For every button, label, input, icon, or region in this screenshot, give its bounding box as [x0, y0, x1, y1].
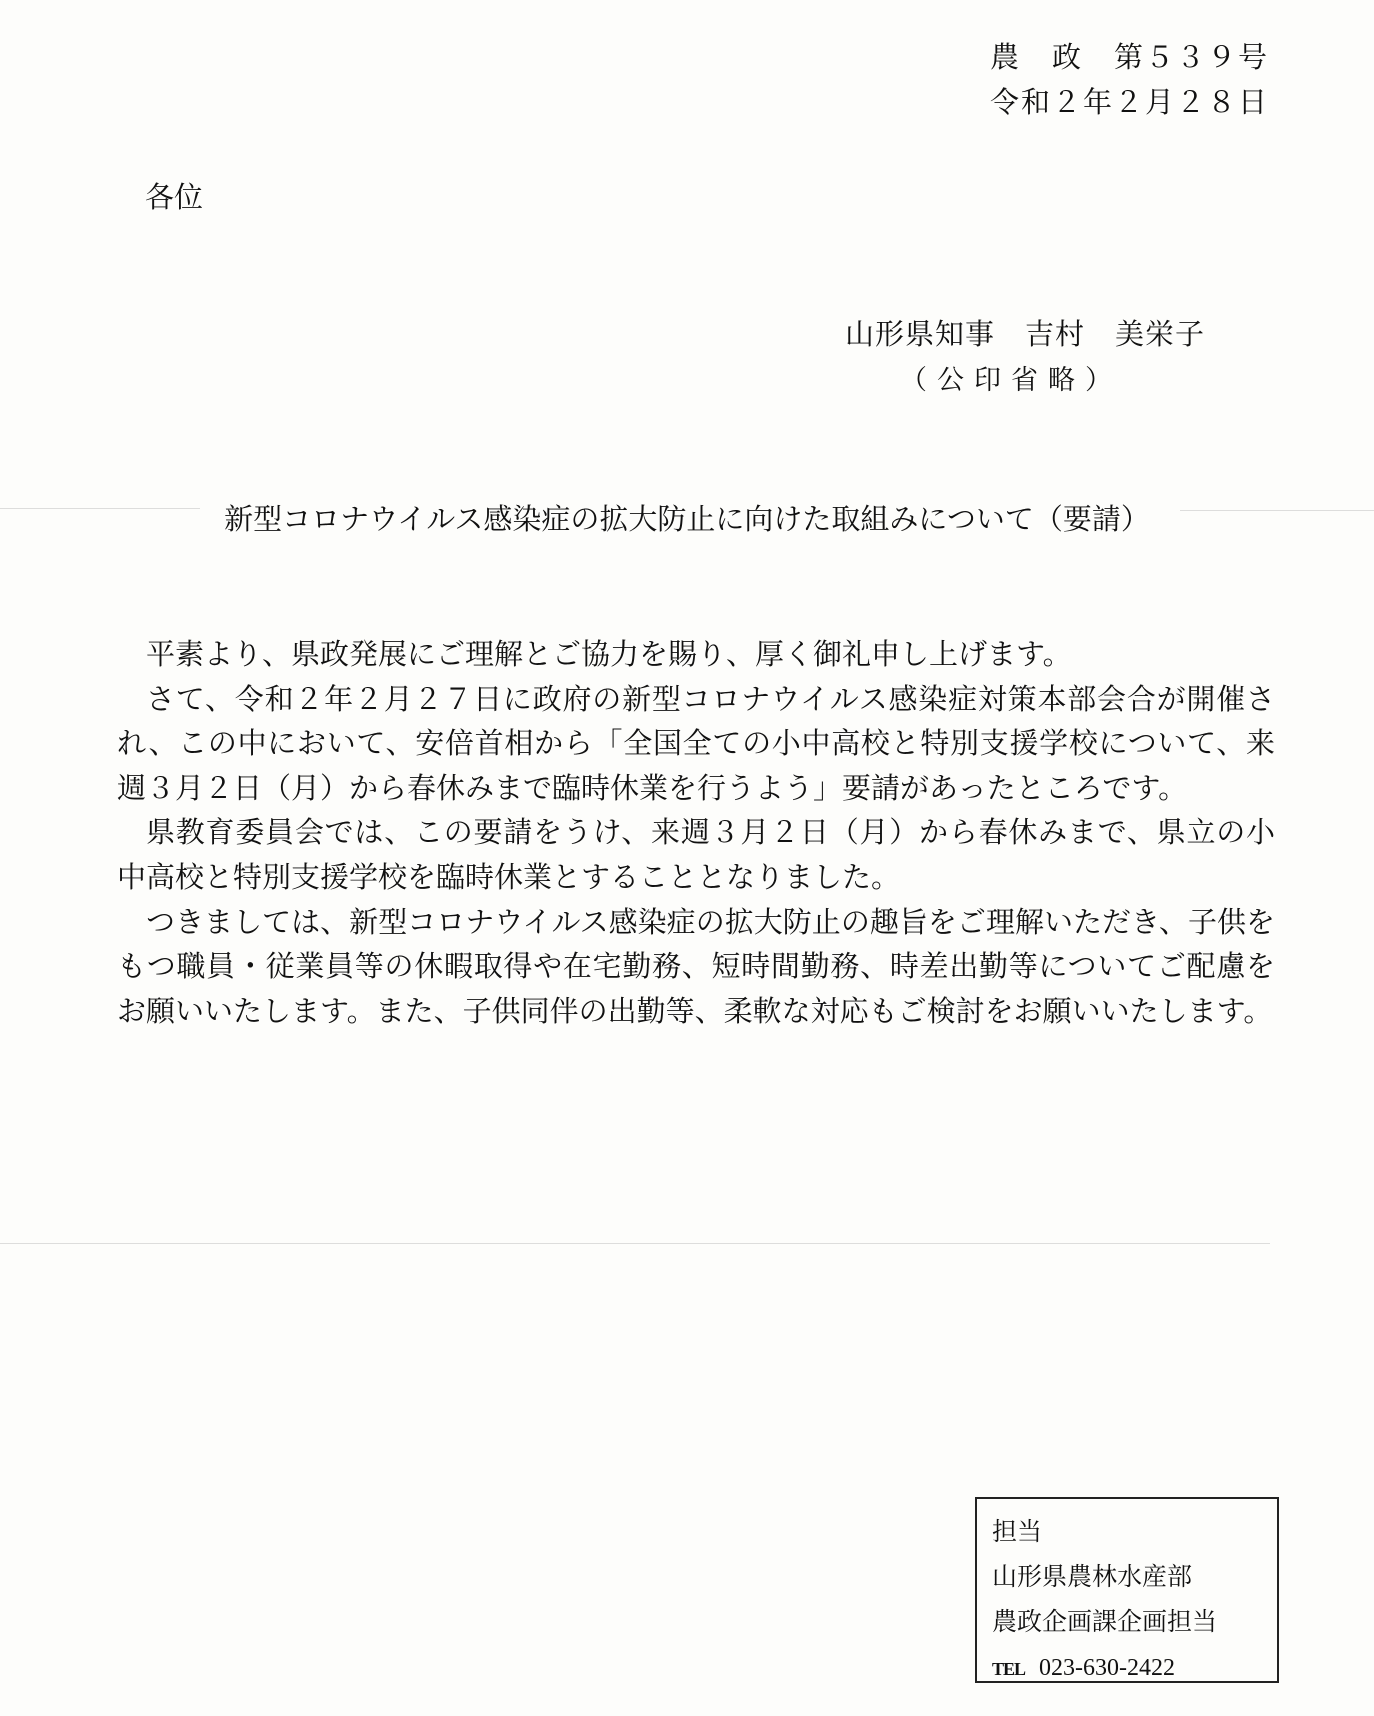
phone-number: 023-630-2422 [1039, 1655, 1176, 1681]
seal-omitted-note: （公印省略） [900, 365, 1122, 396]
body-paragraph: さて、令和２年２月２７日に政府の新型コロナウイルス感染症対策本部会合が開催され、この中において、安倍首相から「全国全ての小中高校と特別支援学校について、来週３月２日（月）から春休みまで臨時休業を行うよう」要請があったところです。 [117, 681, 1275, 805]
document-number: 農 政 第５３９号 [989, 40, 1269, 74]
contact-phone [992, 1644, 1277, 1692]
contact-box [975, 1497, 1279, 1683]
contact-heading: 担当 [992, 1517, 1043, 1546]
contact-department: 山形県農林水産部 [992, 1562, 1193, 1591]
phone-label: TEL [992, 1659, 1026, 1679]
document-body [117, 632, 1275, 1033]
body-paragraph: 県教育委員会では、この要請をうけ、来週３月２日（月）から春休みまで、県立の小中高校と特別支援学校を臨時休業とすることとなりました。 [117, 815, 1275, 894]
sender-name: 山形県知事 吉村 美栄子 [845, 317, 1206, 351]
contact-section: 農政企画課企画担当 [992, 1607, 1218, 1636]
body-paragraph: 平素より、県政発展にご理解とご協力を賜り、厚く御礼申し上げます。 [146, 637, 1072, 671]
document-subject: 新型コロナウイルス感染症の拡大防止に向けた取組みについて（要請） [224, 502, 1150, 536]
body-paragraph: つきましては、新型コロナウイルス感染症の拡大防止の趣旨をご理解いただき、子供をもつ職員・従業員等の休暇取得や在宅勤務、短時間勤務、時差出勤等についてご配慮をお願いいたします。また、子供同伴の出勤等、柔軟な対応もご検討をお願いいたします。 [117, 904, 1275, 1028]
scan-artifact-line [0, 1243, 1270, 1244]
document-date: 令和２年２月２８日 [989, 85, 1269, 119]
addressee: 各位 [145, 180, 204, 214]
